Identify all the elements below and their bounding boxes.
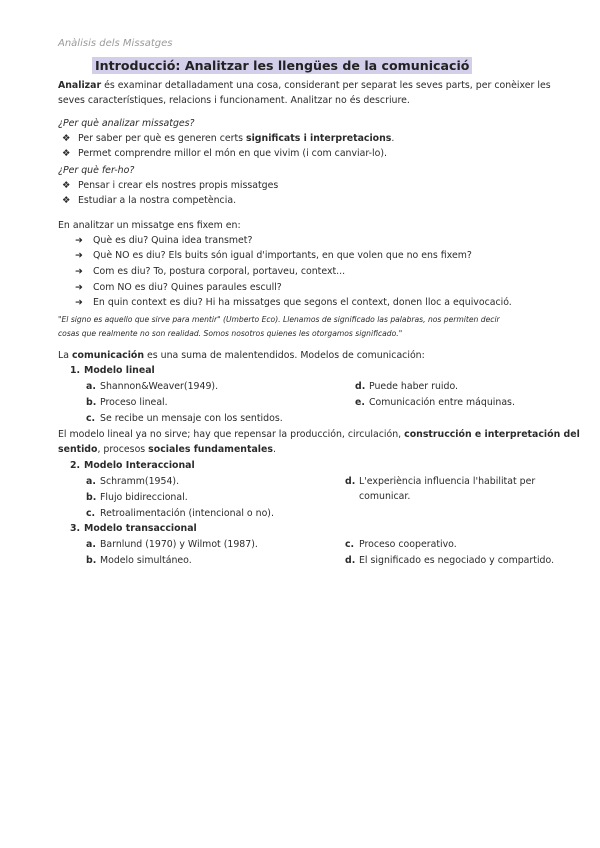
why-question: ¿Per què analizar missatges?: [58, 118, 195, 129]
model-2-item-b: b. Flujo bidireccional.: [86, 492, 188, 503]
quote-line-2: cosas que realmente no son realidad. Somos nosotros quienes les otorgamos significado.": [58, 329, 403, 338]
diamond-bullet-icon: ❖: [62, 180, 71, 191]
model-2-item-c: c. Retroalimentación (intencional o no).: [86, 508, 274, 519]
focus-item: ➜ Què es diu? Quina idea transmet?: [75, 235, 253, 246]
model-1-item-b: b. Proceso lineal.: [86, 397, 168, 408]
model-3-item-b: b. Modelo simultáneo.: [86, 555, 192, 566]
focus-item: ➜ Com es diu? To, postura corporal, portaveu, context...: [75, 266, 346, 277]
model-1-item-c: c. Se recibe un mensaje con los sentidos.: [86, 413, 283, 424]
page-title: Introducció: Analitzar les llengües de la comunicació: [92, 57, 472, 74]
focus-item: ➜ Com NO es diu? Quines paraules escull?: [75, 282, 282, 293]
lineal-note-line-1: El modelo lineal ya no sirve; hay que repensar la producción, circulación, construcción e interpretación del: [58, 429, 580, 440]
model-1-item-e: e. Comunicación entre máquinas.: [355, 397, 515, 408]
page-header: Anàlisis dels Missatges: [58, 38, 173, 49]
model-2-item-d-cont: comunicar.: [359, 491, 411, 502]
arrow-bullet-icon: ➜: [75, 250, 83, 261]
model-2-item-a: a. Schramm(1954).: [86, 476, 180, 487]
arrow-bullet-icon: ➜: [75, 282, 83, 293]
what-for-bullet-2: ❖ Estudiar a la nostra competència.: [62, 195, 237, 206]
focus-item: ➜ Què NO es diu? Els buits són igual d'importants, en que volen que no ens fixem?: [75, 250, 472, 261]
intro-line-2: seves característiques, relacions i funcionament. Analitzar no és descriure.: [58, 95, 410, 106]
diamond-bullet-icon: ❖: [62, 148, 71, 159]
quote-line-1: "El signo es aquello que sirve para mentir" (Umberto Eco). Llenamos de significado las palabras, nos permiten decir: [58, 315, 500, 324]
focus-item: ➜ En quin context es diu? Hi ha missatges que segons el context, donen lloc a equivocació.: [75, 297, 512, 308]
arrow-bullet-icon: ➜: [75, 297, 83, 308]
arrow-bullet-icon: ➜: [75, 235, 83, 246]
diamond-bullet-icon: ❖: [62, 195, 71, 206]
model-2-heading: 2. Modelo Interaccional: [70, 460, 195, 471]
model-3-item-d: d. El significado es negociado y compartido.: [345, 555, 555, 566]
model-1-item-d: d. Puede haber ruido.: [355, 381, 459, 392]
model-3-item-c: c. Proceso cooperativo.: [345, 539, 457, 550]
model-2-item-d: d. L'experiència influencia l'habilitat per: [345, 476, 536, 487]
model-1-heading: 1. Modelo lineal: [70, 365, 155, 376]
what-for-bullet-1: ❖ Pensar i crear els nostres propis missatges: [62, 180, 279, 191]
what-for-question: ¿Per què fer-ho?: [58, 165, 135, 176]
model-1-item-a: a. Shannon&Weaver(1949).: [86, 381, 219, 392]
intro-line-1: Analizar és examinar detalladament una cosa, considerant per separat les seves parts, per conèixer les: [58, 80, 551, 91]
lineal-note-line-2: sentido, procesos sociales fundamentales.: [58, 444, 276, 455]
communication-line: La comunicación es una suma de malentendidos. Modelos de comunicación:: [58, 350, 425, 361]
why-bullet-2: ❖ Permet comprendre millor el món en que vivim (i com canviar-lo).: [62, 148, 388, 159]
diamond-bullet-icon: ❖: [62, 133, 71, 144]
why-bullet-1: ❖ Per saber per què es generen certs significats i interpretacions.: [62, 133, 395, 144]
arrow-bullet-icon: ➜: [75, 266, 83, 277]
model-3-heading: 3. Modelo transaccional: [70, 523, 197, 534]
model-3-item-a: a. Barnlund (1970) y Wilmot (1987).: [86, 539, 258, 550]
focus-intro: En analitzar un missatge ens fixem en:: [58, 220, 241, 231]
